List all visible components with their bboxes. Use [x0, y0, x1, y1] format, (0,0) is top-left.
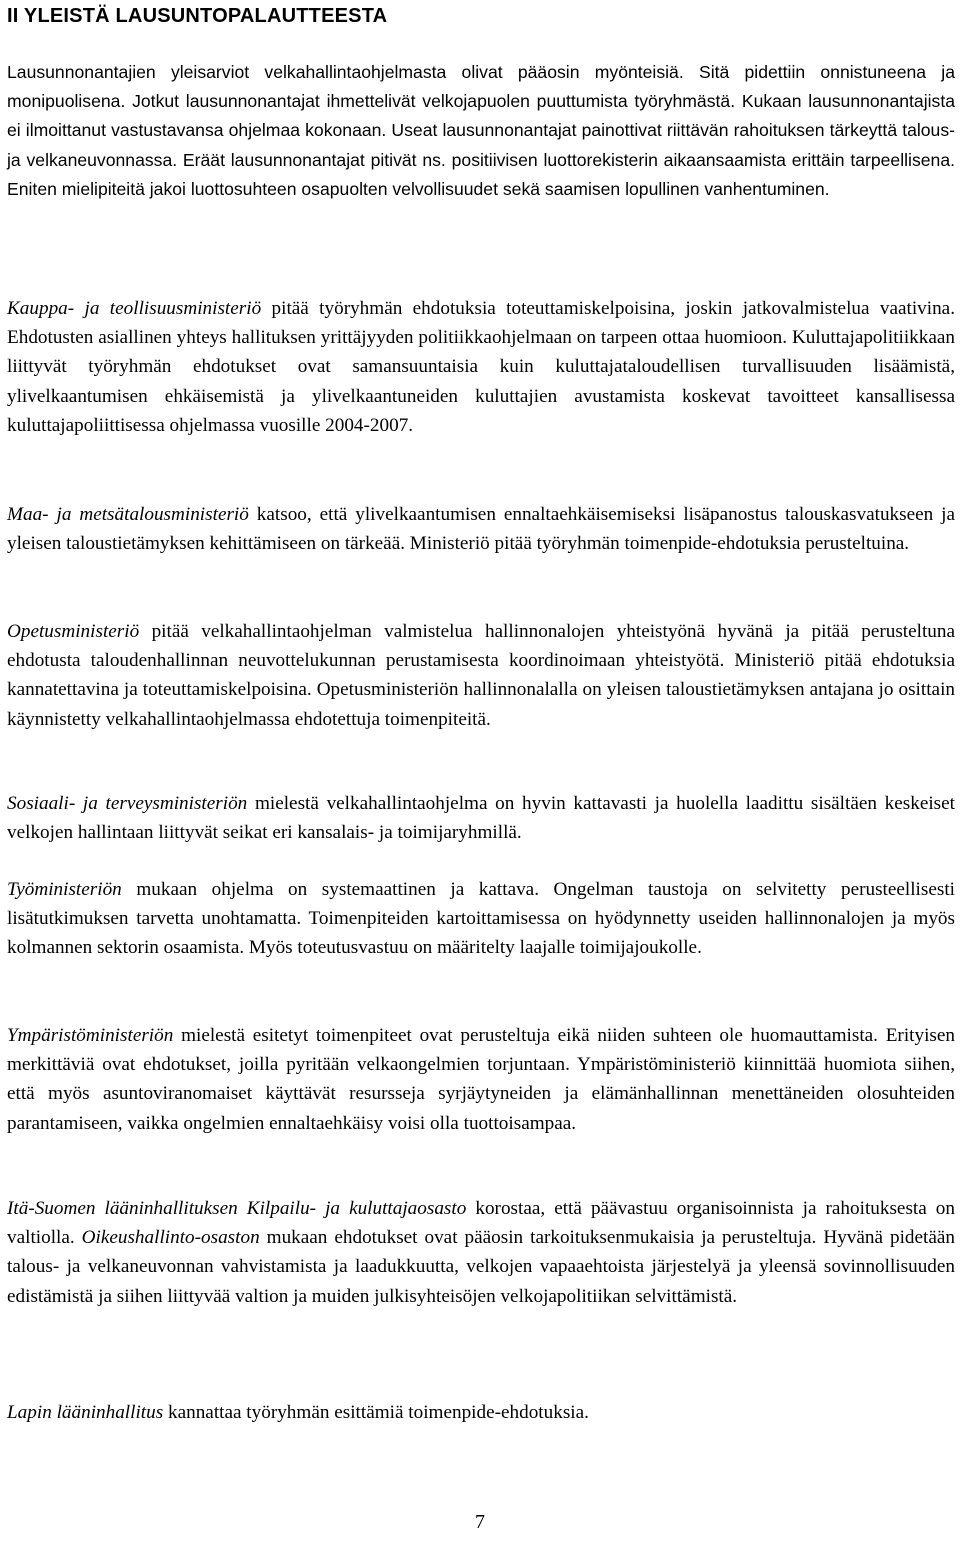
paragraph-education-ministry [7, 617, 955, 734]
paragraph-agriculture-ministry [7, 500, 955, 558]
paragraph-environment-ministry [7, 1021, 955, 1138]
section-heading: II YLEISTÄ LAUSUNTOPALAUTTEESTA [7, 5, 388, 27]
entity-name: Opetusministeriö [7, 621, 140, 642]
paragraph-text: korostaa, että päävastuu organisoinnista ja rahoituksesta on valtiolla. [7, 1198, 955, 1249]
entity-name: Lapin lääninhallitus [7, 1402, 164, 1423]
paragraph-trade-ministry [7, 294, 955, 440]
entity-name: Sosiaali- ja terveysministeriön [7, 793, 248, 814]
paragraph-lapland-provincial-office [7, 1398, 955, 1427]
paragraph-eastern-finland-provincial-office [7, 1194, 955, 1311]
paragraph-text: pitää velkahallintaohjelman valmistelua hallinnonalojen yhteistyönä hyvänä ja pitää perusteltuna ehdotusta taloudenhallinnan neuvottelukunnan perustamisesta koordinoimaan yhteistyötä. Ministeriö pitää ehdotuksia kannatettavina ja toteuttamiskelpoisina. Opetusministeriön hallinnonalalla on yleisen taloustietämyksen antajana jo osittain käynnistetty velkahallintaohjelmassa ehdotettuja toimenpiteitä. [7, 621, 955, 730]
paragraph-labour-ministry [7, 875, 955, 963]
entity-name: Ympäristöministeriön [7, 1025, 174, 1046]
entity-name: Työministeriön [7, 879, 122, 900]
paragraph-text: pitää työryhmän ehdotuksia toteuttamiskelpoisina, joskin jatkovalmistelua vaativina. Ehdotusten asiallinen yhteys hallituksen yrittäjyyden politiikkaohjelmaan on tarpeen ottaa huomioon. Kuluttajapolitiikkaan liittyvät työryhmän ehdotukset ovat samansuuntaisia kuin kuluttajataloudellisen turvallisuuden lisäämistä, ylivelkaantumisen ehkäisemistä ja ylivelkaantuneiden kuluttajien avustamista koskevat tavoitteet kansallisessa kuluttajapoliittisessa ohjelmassa vuosille 2004-2007. [7, 298, 955, 436]
entity-name: Itä-Suomen lääninhallituksen Kilpailu- ja kuluttajaosasto [7, 1198, 467, 1219]
entity-name: Maa- ja metsätalousministeriö [7, 504, 249, 525]
paragraph-text: Lausunnonantajien yleisarviot velkahallintaohjelmasta olivat pääosin myönteisiä. Sitä pidettiin onnistuneena ja monipuolisena. Jotkut lausunnonantajat ihmettelivät velkojapuolen puuttumista työryhmästä. Kukaan lausunnonantajista ei ilmoittanut vastustavansa ohjelmaa kokonaan. Useat lausunnonantajat painottivat riittävän rahoituksen tärkeyttä talous- ja velkaneuvonnassa. Eräät lausunnonantajat pitivät ns. positiivisen luottorekisterin aikaansaamista erittäin tarpeellisena. Eniten mielipiteitä jakoi luottosuhteen osapuolten velvollisuudet sekä saamisen lopullinen vanhentuminen. [7, 62, 955, 199]
paragraph-overview [7, 58, 955, 204]
paragraph-text: mukaan ohjelma on systemaattinen ja kattava. Ongelman taustoja on selvitetty perusteellisesti lisätutkimuksen tarvetta unohtamatta. Toimenpiteiden kartoittamisessa on hyödynnetty useiden hallinnonalojen ja myös kolmannen sektorin osaamista. Myös toteutusvastuu on määritelty laajalle toimijajoukolle. [7, 879, 955, 959]
paragraph-text: katsoo, että ylivelkaantumisen ennaltaehkäisemiseksi lisäpanostus talouskasvatukseen ja yleisen taloustietämyksen kehittämiseen on tärkeää. Ministeriö pitää työryhmän toimenpide-ehdotuksia perusteltuina. [7, 504, 956, 555]
paragraph-text: mielestä esitetyt toimenpiteet ovat perusteltuja eikä niiden suhteen ole huomauttamista. Erityisen merkittäviä ovat ehdotukset, joilla pyritään velkaongelmien torjuntaan. Ympäristöministeriö kiinnittää huomiota siihen, että myös asuntoviranomaiset käyttävät resursseja syrjäytyneiden ja elämänhallinnan menettäneiden olosuhteiden parantamiseen, vaikka ongelmien ennaltaehkäisy voisi olla tuottoisampaa. [7, 1025, 955, 1134]
paragraph-text: mielestä velkahallintaohjelma on hyvin kattavasti ja huolella laadittu sisältäen keskeiset velkojen hallintaan liittyvät seikat eri kansalais- ja toimijaryhmillä. [7, 793, 955, 844]
entity-name-secondary: Oikeushallinto-osaston [81, 1227, 260, 1249]
paragraph-text-continued: mukaan ehdotukset ovat pääosin tarkoituksenmukaisia ja perusteltuja. Hyvänä pidetään talous- ja velkaneuvonnan vahvistamista ja laadukkuutta, velkojen vapaaehtoista järjestelyä ja yleensä sovinnollisuuden edistämistä ja siihen liittyvää valtion ja muiden julkisyhteisöjen velkojapolitiikan selvittämistä. [7, 1227, 955, 1307]
page-number: 7 [475, 1511, 485, 1533]
entity-name: Kauppa- ja teollisuusministeriö [7, 298, 262, 319]
paragraph-text: kannattaa työryhmän esittämiä toimenpide-ehdotuksia. [163, 1402, 589, 1423]
paragraph-social-health-ministry [7, 789, 955, 847]
